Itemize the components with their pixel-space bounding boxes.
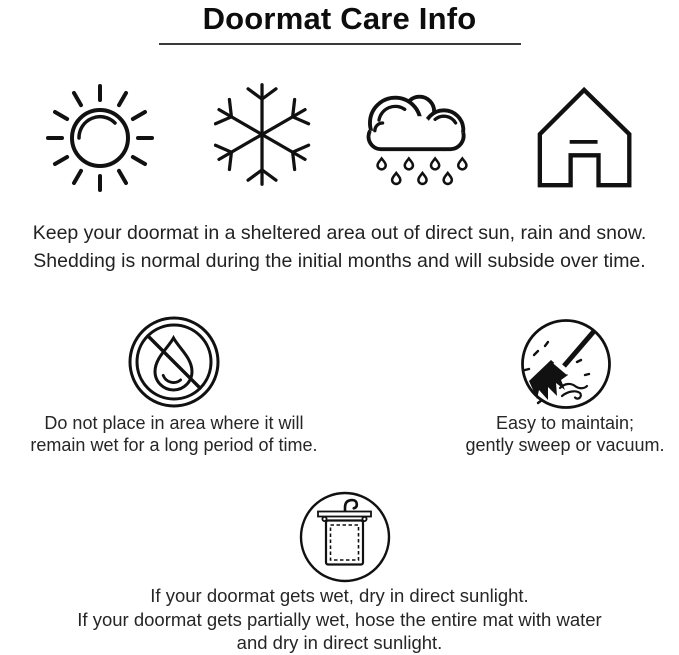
drying-caption [0,584,679,655]
no-water-icon [127,315,221,409]
tip-sweep-line-1: Easy to maintain; [495,413,635,433]
rain-cloud-icon [365,87,477,192]
hanging-mat-icon [299,491,393,585]
tip-no-water-caption [8,412,340,456]
page-title: Doormat Care Info [202,1,477,36]
sun-icon [45,76,155,200]
broom-sweep-icon [520,318,612,410]
drying-line-1: If your doormat gets wet, dry in direct sunlight. [150,585,529,606]
house-icon [536,85,637,192]
snowflake-icon [214,80,311,189]
tip-no-water-line-2: remain wet for a long period of time. [30,435,318,455]
intro-text [0,219,679,275]
drying-line-3: and dry in direct sunlight. [236,632,443,653]
tip-no-water-line-1: Do not place in area where it will [44,413,304,433]
intro-line-1: Keep your doormat in a sheltered area out of direct sun, rain and snow. [32,222,647,244]
title-underline [159,43,521,45]
intro-line-2: Shedding is normal during the initial months and will subside over time. [33,250,646,272]
tip-sweep-caption [420,412,679,456]
drying-line-2: If your doormat gets partially wet, hose the entire mat with water [77,608,602,630]
tip-sweep-line-2: gently sweep or vacuum. [465,435,665,455]
